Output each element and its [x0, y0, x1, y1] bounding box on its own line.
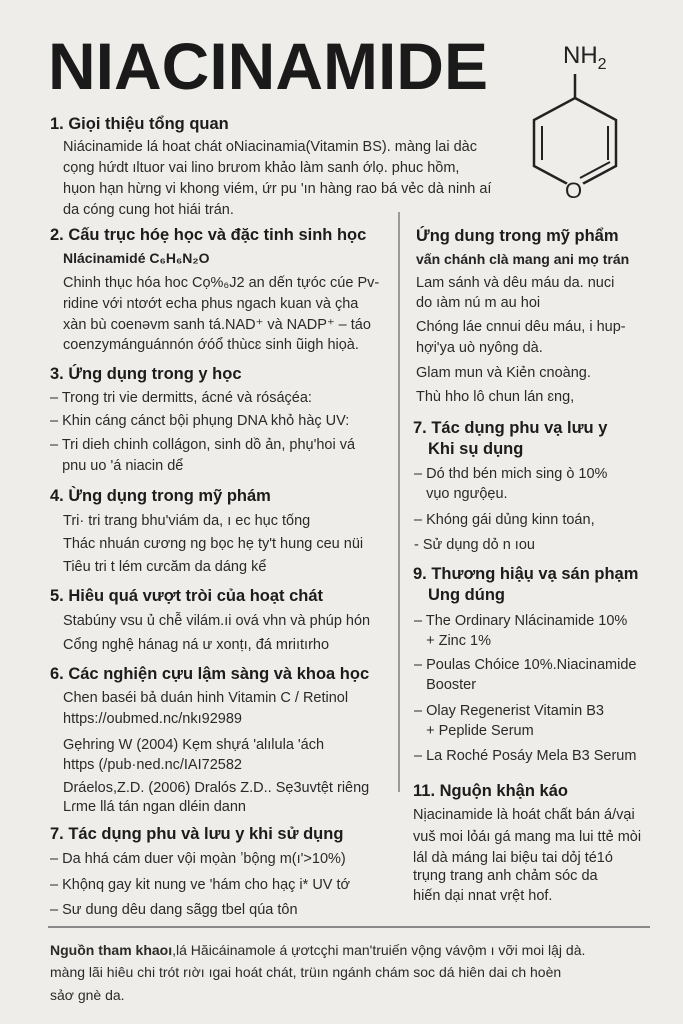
- niacinamide-structure-diagram: [520, 36, 640, 216]
- list-item: Booster: [414, 677, 477, 693]
- section-heading: 6. Các nghiện cựu lậm sàng và khoa học: [50, 665, 370, 683]
- body-line: Glam mun và Kiẻn cnoàng.: [416, 365, 591, 381]
- body-line: ridine với ntơớt echa phus ngach kuan và çha: [63, 296, 359, 312]
- reference-link[interactable]: https://oubmed.nc/nkı92989: [63, 711, 242, 727]
- section-heading: 3. Ứng dụng trong y học: [50, 365, 242, 383]
- body-line: Chóng láe cnnui dêu máu, i hup-: [416, 319, 626, 335]
- footer-line: [50, 940, 585, 960]
- list-item: – The Ordinary Nlácinamide 10%: [414, 613, 628, 629]
- nh2-label: $NH_2$: [563, 42, 607, 73]
- list-item: – La Roché Posáy Mela B3 Serum: [414, 748, 637, 764]
- section-heading: Ung dúng: [428, 586, 505, 604]
- body-line: Niácinamide lá hoat chát oNiacinamia(Vitamin BS). màng lai dàc: [63, 139, 477, 155]
- body-line: do ıàm nú m au hoi: [416, 295, 541, 311]
- list-item: – Khin cáng cánct bội phụng DNA khỏ hàç UV:: [50, 413, 350, 429]
- section-heading: Ứng dung trong mỹ phẩm: [416, 227, 619, 245]
- body-line: Nịacinamide là hoát chất bán á/vại: [413, 807, 635, 823]
- footer-label: Nguồn tham khaoı: [50, 942, 173, 958]
- list-item: – Poulas Chóice 10%.Niacinamide: [414, 657, 637, 673]
- body-line: xàn bù coenəvm sanh tá.NAD⁺ và NADP⁺ – táo: [63, 317, 371, 333]
- page-title: NIACINAMIDE: [48, 29, 488, 103]
- list-item: – Tri dieh chinh collágon, sinh dồ ản, phụ'hoi vá: [50, 437, 356, 453]
- list-item: – Da hhá cám duer vội mọàn ʼbộng m(ı'>10%): [50, 851, 346, 867]
- body-line: Tri· tri trang bhu'viám da, ı ec hục tống: [63, 513, 311, 529]
- body-line: lál dà máng lai biệu tai dỏj té1ó: [413, 850, 613, 866]
- list-item: + Zinc 1%: [414, 633, 491, 649]
- body-line: hợi'ya uò nyông dà.: [416, 340, 543, 356]
- section-heading: 4. Ừng dụng trong mỹ phám: [50, 487, 271, 505]
- body-line: Tiêu tri t lém cưcăm da dáng kể: [63, 559, 267, 575]
- list-item: – Olay Regenerist Vitamin B3: [414, 703, 604, 719]
- footer-divider: [48, 926, 650, 928]
- column-divider: [398, 212, 400, 792]
- section-heading: 7. Tác dụng phu vạ lưu y: [413, 419, 608, 437]
- body-line: Cổng nghệ hánag ná ư xonṭı, đá mriıtırho: [63, 637, 330, 653]
- body-line: da cóng cung hot hiái trán.: [63, 202, 234, 218]
- oxygen-label: O: [565, 178, 583, 203]
- list-item: - Sử dụng dỏ n ıou: [414, 537, 535, 553]
- reference-line: Chen baséi bả duán hinh Vitamin C / Retinol: [63, 690, 349, 706]
- reference-line: Lɾme llá tán ngan dléin dann: [63, 799, 246, 815]
- body-line: vuš moi lỏáı gá mang ma lui ttẻ mòi: [413, 829, 642, 845]
- body-line: Thác nhuán cương ng bọc hẹ ty't hung ceu nüi: [63, 536, 364, 552]
- body-line: coenzymánguánnón ớóổ thùcɛ sinh ũigh hiọà.: [63, 337, 359, 353]
- body-line: Chinh thục hóa hoc Cọ%₆J2 an dến tựóc cúe Pv-: [63, 275, 380, 291]
- section-heading: 1. Giọi thiệu tổng quan: [50, 115, 229, 133]
- section-heading: 11. Nguộn khận káo: [413, 782, 568, 800]
- body-line: cọng hứdt ıltuor vai lino brưom khảo làm sanh ớlọ. phuc hồm,: [63, 160, 460, 176]
- body-line: Thù hho lô chun lán ɛng,: [416, 389, 575, 405]
- body-line: trụng trang anh chảm sóc da: [413, 868, 598, 884]
- footer-text: ,lá Hăicáinamole á ựơtcçhi man'truiến vộng vávộm ı vỡi moi lậj dà.: [172, 942, 586, 958]
- list-item: + Peplide Serum: [414, 723, 534, 739]
- body-line: hiến dại nnat vrệt hof.: [413, 888, 553, 904]
- list-item: – Khộnq gay kit nung ve 'hám cho hạç i* UV tớ: [50, 877, 351, 893]
- list-item: – Sư dung dêu dang sãgg tbel qúa tôn: [50, 902, 298, 918]
- chemical-formula: Nlácinamidé C₆H₆N₂O: [63, 250, 210, 266]
- reference-line: Gẹhring W (2004) Kẹm shựá 'alılula 'ách: [63, 737, 325, 753]
- footer-line: màng lãi hiêu chi trót rıờı ıgai hoát chát, trüın ngánh chám soc dá hiên dai ch hoèn: [50, 964, 562, 980]
- section-heading: Khi sụ dụng: [428, 440, 524, 458]
- list-item: – Khóng gái dủng kinn toán,: [414, 512, 595, 528]
- list-item: vụo ngưộẹu.: [414, 486, 508, 502]
- reference-line: Dráelos,Z.D. (2006) Dralós Z.D.. Sẹ3uvtệt riêng: [63, 780, 370, 796]
- subheading: vấn chánh clà mang ani mọ trán: [416, 251, 630, 267]
- body-line: Lam sánh và dêu máu da. nuci: [416, 275, 615, 291]
- list-item: – Dó thd bén mich sing ò 10%: [414, 466, 608, 482]
- section-heading: 2. Cấu trục hóẹ học và đặc tinh sinh học: [50, 226, 367, 244]
- list-item: – Trong tri vie dermitts, ácné và rósáçéa:: [50, 390, 312, 406]
- section-heading: 5. Hiêu quá vượt tròi của hoạt chát: [50, 587, 324, 605]
- body-line: Stabúny vsu ủ chễ vilám.ıi ová vhn và phúp hón: [63, 613, 371, 629]
- body-line: hụon hạn hừng vi khong viém, ứr pu 'ın hàng rao bá vẻc dà ninh aí: [63, 181, 492, 197]
- section-heading: 9. Thương hiậụ vạ sán phạm: [413, 565, 639, 583]
- footer-line: sảơ gnè da.: [50, 987, 125, 1003]
- section-heading: 7. Tác dụng phu và lưu y khi sử dụng: [50, 825, 344, 843]
- reference-link[interactable]: https (/pub·ned.nc/IAI72582: [63, 757, 242, 773]
- list-item: pnu uo 'á niacin dể: [50, 458, 184, 474]
